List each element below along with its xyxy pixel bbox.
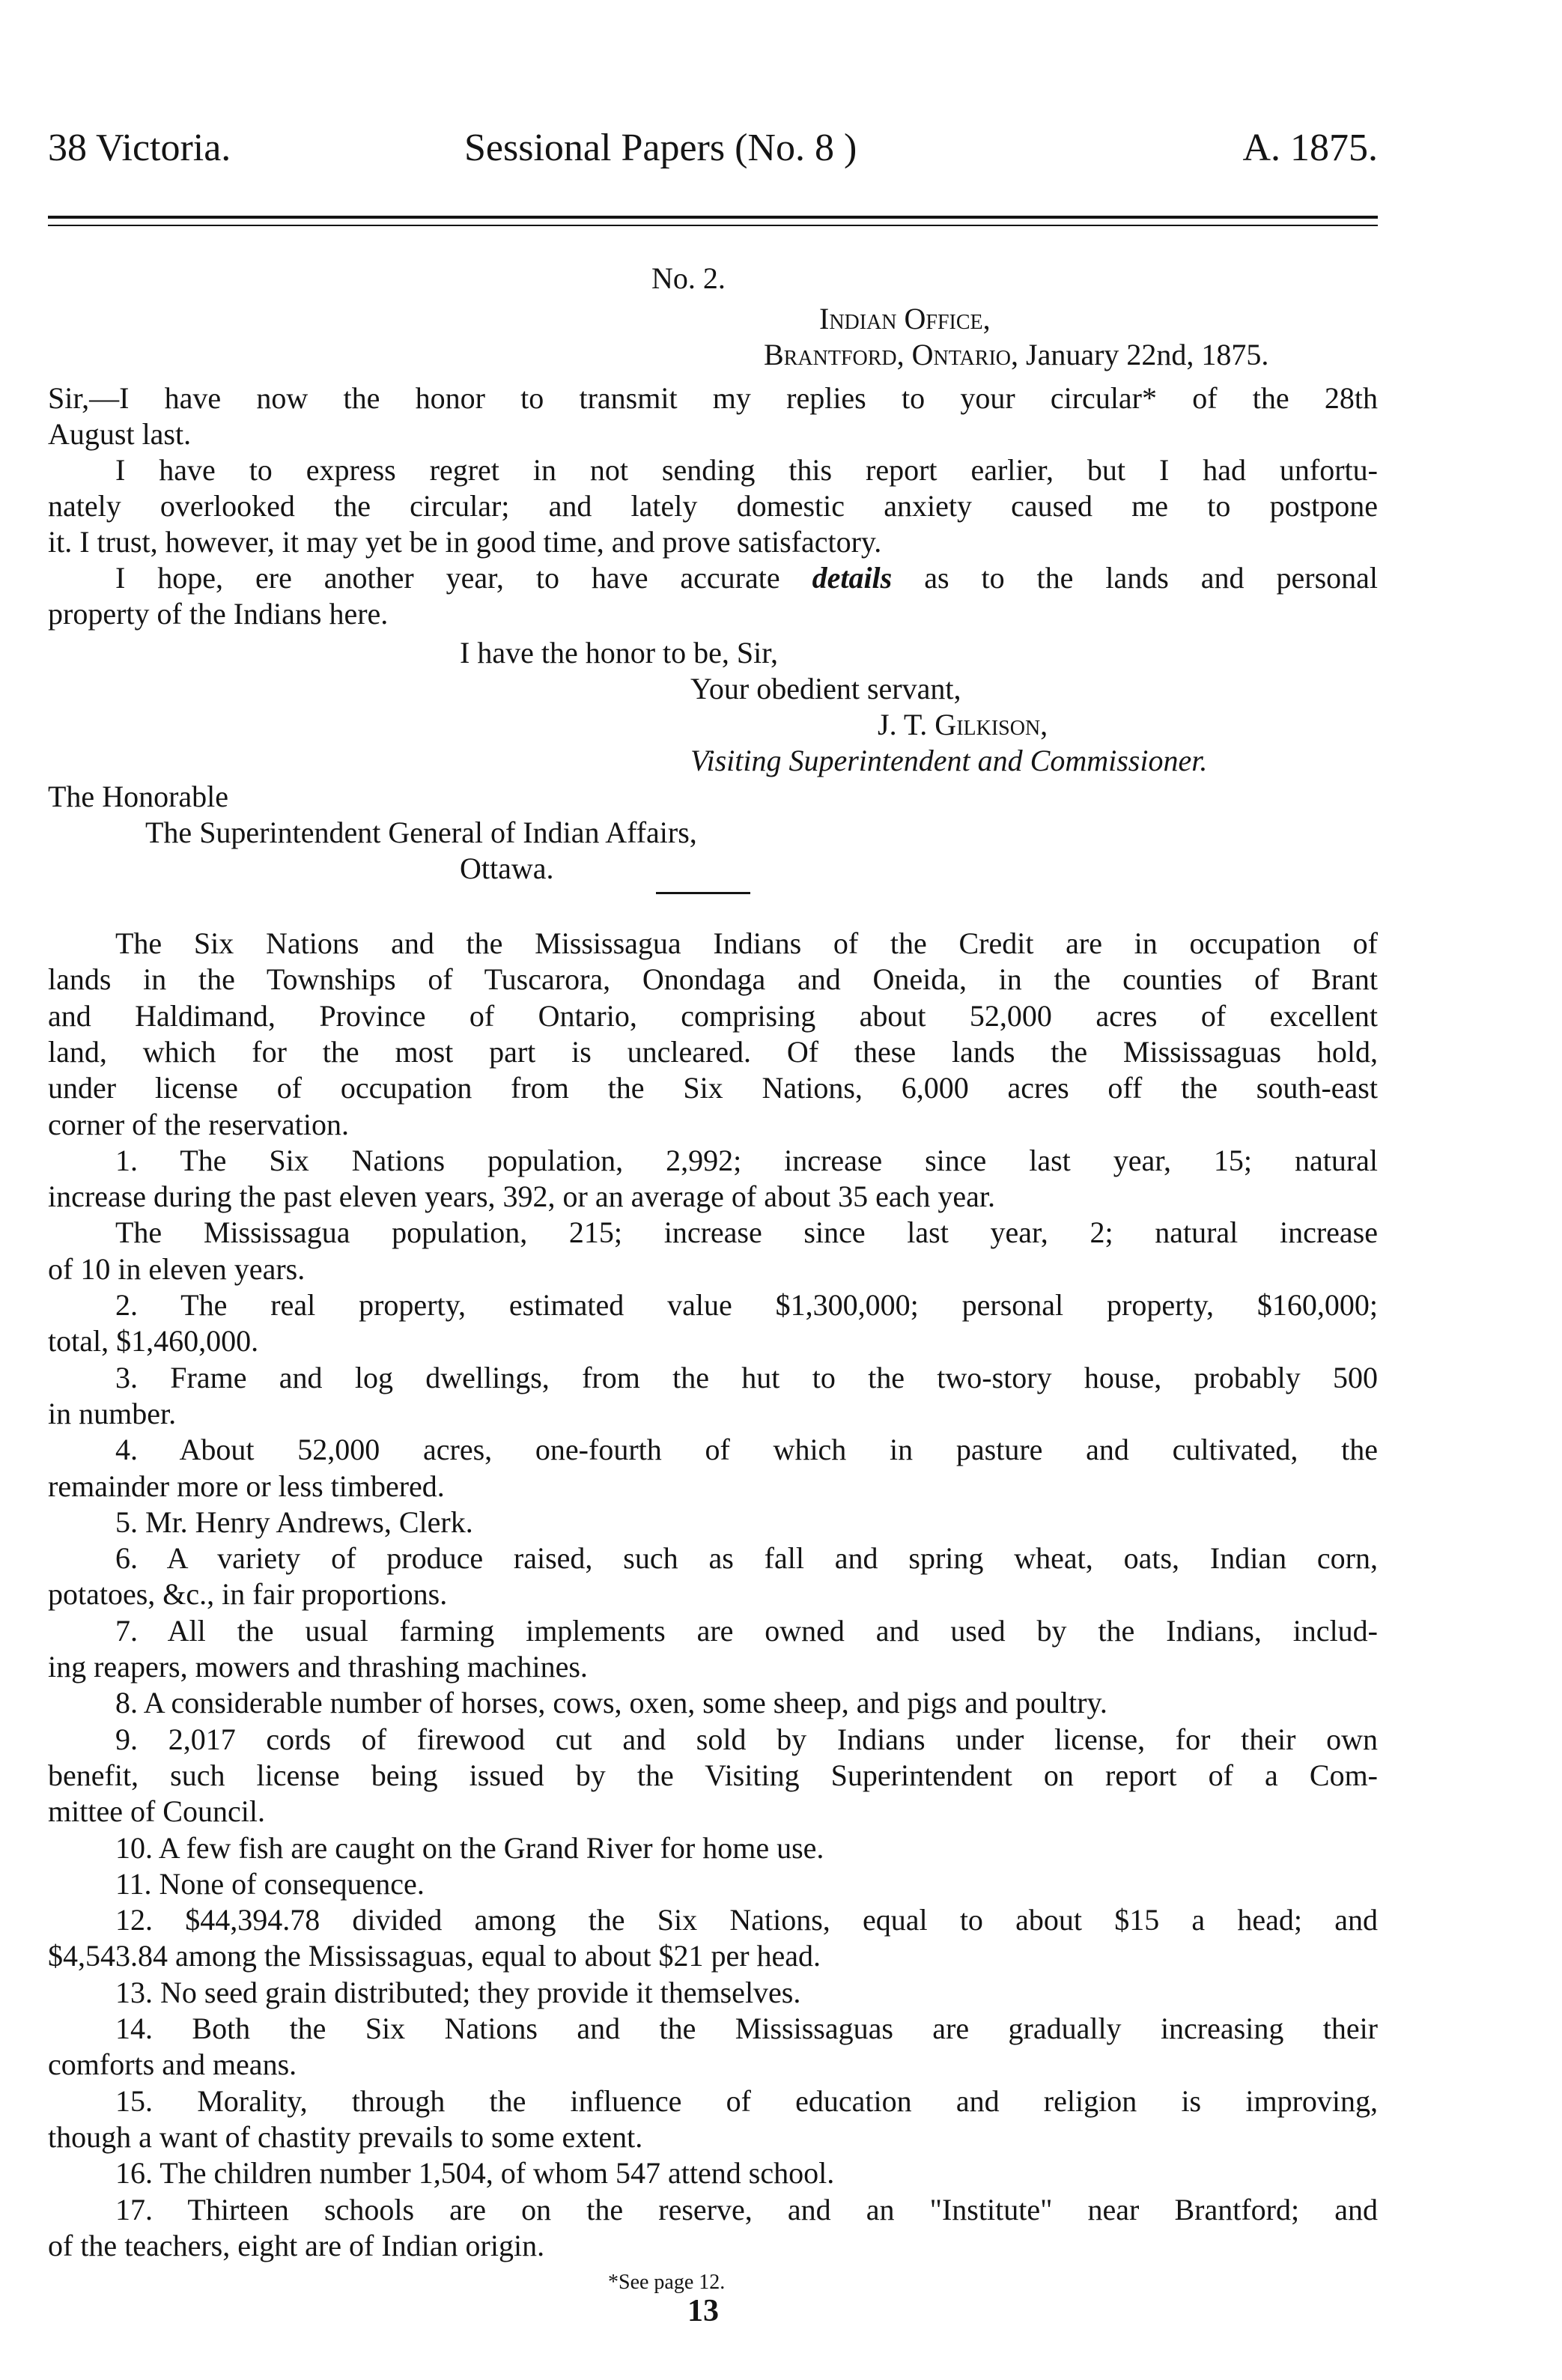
letter-place-date: Brantford, Ontario, January 22nd, 1875. xyxy=(764,338,1269,371)
report-line: 1. The Six Nations population, 2,992; increase since last year, 15; natural xyxy=(115,1144,1378,1177)
header-rule-thick xyxy=(48,216,1378,219)
report-line: though a want of chastity prevails to some extent. xyxy=(48,2120,643,2154)
report-line: 14. Both the Six Nations and the Mississaguas are gradually increasing their xyxy=(115,2012,1378,2045)
report-line: potatoes, &c., in fair proportions. xyxy=(48,1577,448,1611)
address-line: Ottawa. xyxy=(460,851,554,885)
running-header xyxy=(48,126,1378,178)
report-line: 11. None of consequence. xyxy=(115,1867,425,1901)
report-line: and Haldimand, Province of Ontario, comprising about 52,000 acres of excellent xyxy=(48,999,1378,1033)
footnote: *See page 12. xyxy=(608,2271,726,2294)
letter-closing: I have the honor to be, Sir, xyxy=(460,636,778,670)
report-line: 9. 2,017 cords of firewood cut and sold by Indians under license, for their own xyxy=(115,1722,1378,1756)
address-line: The Superintendent General of Indian Affairs, xyxy=(145,816,697,849)
report-line: in number. xyxy=(48,1397,177,1430)
report-line: corner of the reservation. xyxy=(48,1108,350,1141)
report-line: 7. All the usual farming implements are owned and used by the Indians, includ- xyxy=(115,1614,1378,1648)
report-line: comforts and means. xyxy=(48,2047,297,2081)
report-line: lands in the Townships of Tuscarora, Onondaga and Oneida, in the counties of Brant xyxy=(48,962,1378,996)
report-line: The Six Nations and the Mississagua Indians of the Credit are in occupation of xyxy=(115,926,1378,960)
letter-closing-2: Your obedient servant, xyxy=(690,672,961,705)
letter-office: Indian Office, xyxy=(819,302,991,336)
address-line: The Honorable xyxy=(48,780,229,813)
report-line: of 10 in eleven years. xyxy=(48,1252,306,1286)
header-session: 38 Victoria. xyxy=(48,127,231,169)
report-line: 2. The real property, estimated value $1,300,000; personal property, $160,000; xyxy=(115,1288,1378,1322)
report-line: 10. A few fish are caught on the Grand River for home use. xyxy=(115,1831,824,1865)
report-line: 17. Thirteen schools are on the reserve, and an "Institute" near Brantford; and xyxy=(115,2193,1378,2226)
letter-line: I hope, ere another year, to have accurate details as to the lands and personal xyxy=(115,561,1378,595)
page-number: 13 xyxy=(687,2294,719,2328)
report-line: under license of occupation from the Six Nations, 6,000 acres off the south-east xyxy=(48,1071,1378,1105)
signature-title: Visiting Superintendent and Commissioner. xyxy=(690,744,1208,777)
letter-line: nately overlooked the circular; and lately domestic anxiety caused me to postpone xyxy=(48,489,1378,523)
report-line: 4. About 52,000 acres, one-fourth of which in pasture and cultivated, the xyxy=(115,1433,1378,1466)
letter-line: it. I trust, however, it may yet be in good time, and prove satisfactory. xyxy=(48,525,882,559)
report-line: 15. Morality, through the influence of education and religion is improving, xyxy=(115,2084,1378,2118)
report-line: 8. A considerable number of horses, cows, oxen, some sheep, and pigs and poultry. xyxy=(115,1686,1107,1719)
report-line: total, $1,460,000. xyxy=(48,1324,259,1358)
header-series: Sessional Papers (No. 8 ) xyxy=(464,127,857,169)
letter-line: Sir,—I have now the honor to transmit my replies to your circular* of the 28th xyxy=(48,381,1378,415)
report-line: 16. The children number 1,504, of whom 547 attend school. xyxy=(115,2156,835,2190)
report-line: benefit, such license being issued by the Visiting Superintendent on report of a Com- xyxy=(48,1758,1378,1792)
report-line: The Mississagua population, 215; increase since last year, 2; natural increase xyxy=(115,1215,1378,1249)
section-divider xyxy=(656,892,750,894)
report-line: 13. No seed grain distributed; they provide it themselves. xyxy=(115,1976,801,2009)
report-line: $4,543.84 among the Mississaguas, equal to about $21 per head. xyxy=(48,1939,821,1973)
report-line: increase during the past eleven years, 392, or an average of about 35 each year. xyxy=(48,1180,995,1213)
letter-line: property of the Indians here. xyxy=(48,597,389,631)
report-line: 3. Frame and log dwellings, from the hut to the two-story house, probably 500 xyxy=(115,1361,1378,1394)
report-line: 6. A variety of produce raised, such as fall and spring wheat, oats, Indian corn, xyxy=(115,1541,1378,1575)
report-line: ing reapers, mowers and thrashing machines. xyxy=(48,1650,588,1684)
signature-name: J. T. Gilkison, xyxy=(878,708,1048,741)
report-line: land, which for the most part is uncleared. Of these lands the Mississaguas hold, xyxy=(48,1035,1378,1069)
header-year: A. 1875. xyxy=(1242,127,1378,169)
letter-line: August last. xyxy=(48,417,192,451)
letter-number: No. 2. xyxy=(651,261,726,295)
letter-line: I have to express regret in not sending this report earlier, but I had unfortu- xyxy=(115,453,1378,487)
report-line: mittee of Council. xyxy=(48,1794,265,1828)
header-rule-thin xyxy=(48,225,1378,226)
report-line: remainder more or less timbered. xyxy=(48,1469,445,1503)
report-line: 12. $44,394.78 divided among the Six Nations, equal to about $15 a head; and xyxy=(115,1903,1378,1937)
report-line: of the teachers, eight are of Indian origin. xyxy=(48,2229,545,2262)
report-line: 5. Mr. Henry Andrews, Clerk. xyxy=(115,1505,473,1539)
